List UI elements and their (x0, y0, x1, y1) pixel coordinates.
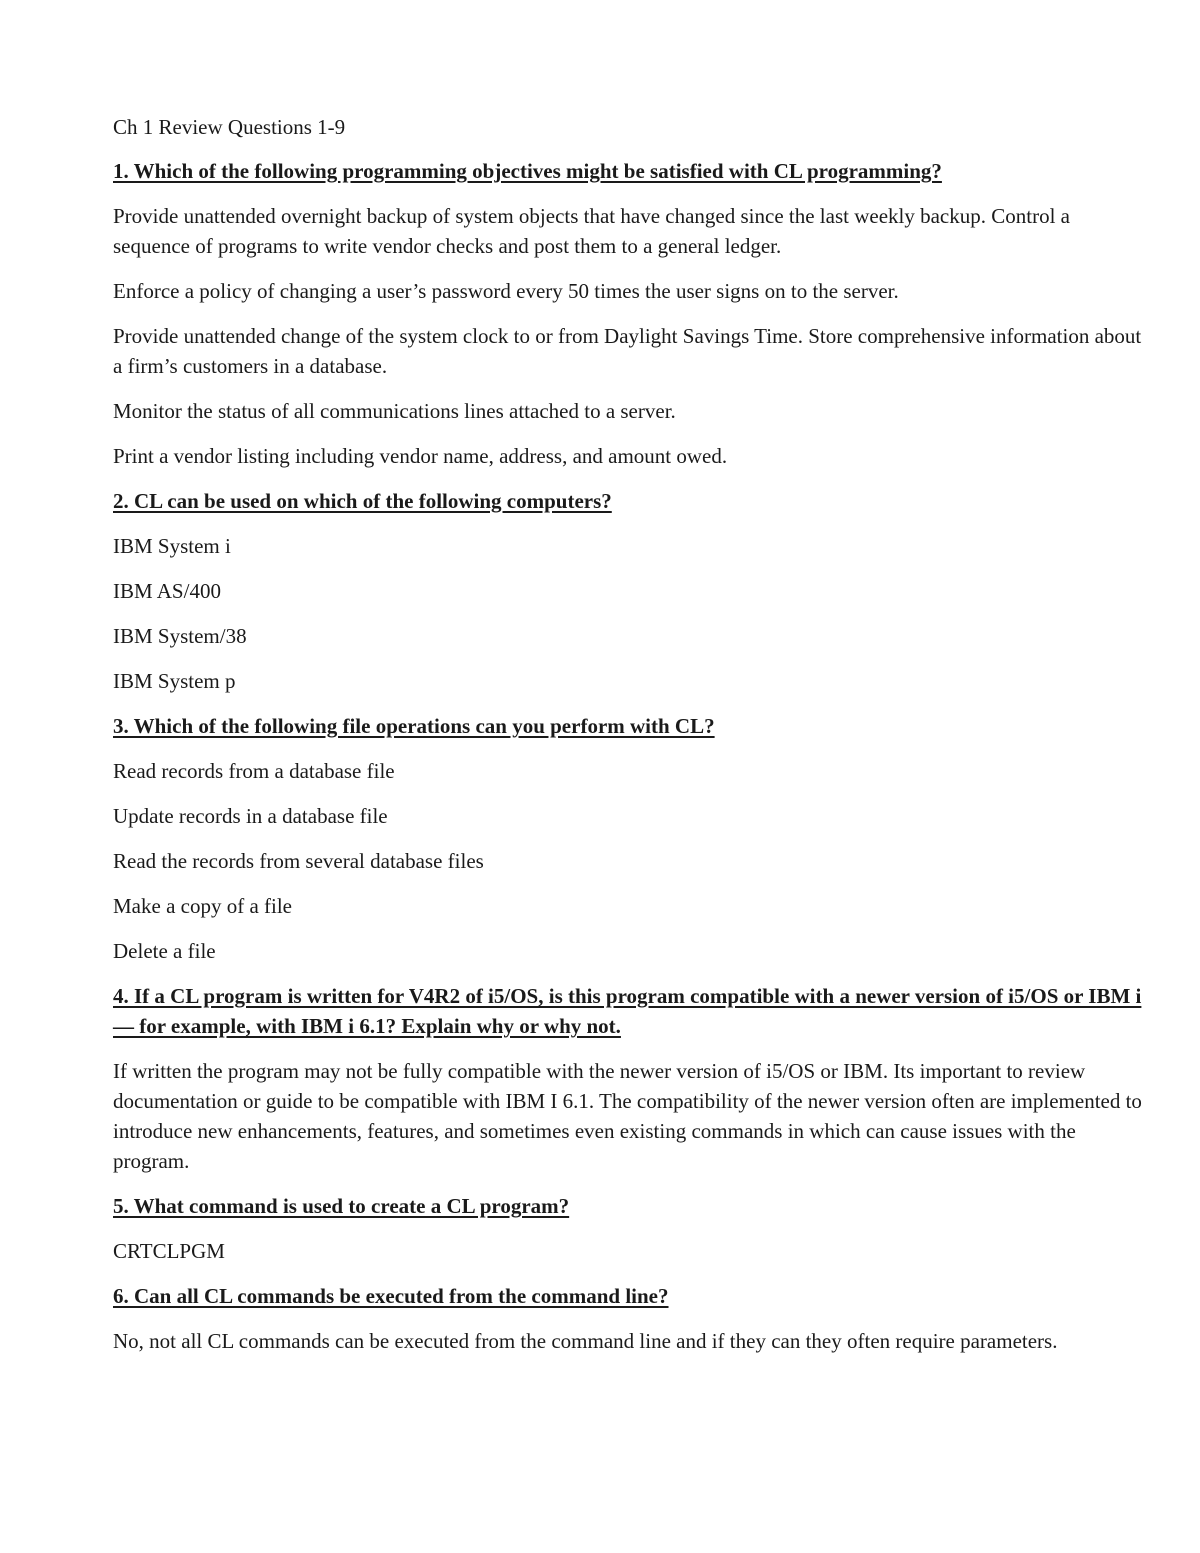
answer-1-5: Print a vendor listing including vendor name, address, and amount owed. (113, 444, 728, 468)
document-page (113, 112, 1143, 1371)
answer-3-4: Make a copy of a file (113, 894, 293, 918)
answer-3-1: Read records from a database file (113, 759, 395, 783)
answer-2-2: IBM AS/400 (113, 579, 221, 603)
answer-3-5: Delete a file (113, 939, 216, 963)
answer-4-1: If written the program may not be fully compatible with the newer version of i5/OS or IBM. Its important to review documentation or guide to be compatible with IBM I 6.1. The compatibility of the newer version often are implemented to introduce new enhancements, features, and sometimes even existing commands in which can cause issues with the program. (113, 1059, 1142, 1173)
answer-3-3: Read the records from several database files (113, 849, 484, 873)
answer-6-1: No, not all CL commands can be executed from the command line and if they can they often require parameters. (113, 1329, 1058, 1353)
answer-2-3: IBM System/38 (113, 624, 247, 648)
question-2: 2. CL can be used on which of the following computers? (113, 489, 612, 513)
document-title: Ch 1 Review Questions 1-9 (113, 115, 346, 139)
question-4: 4. If a CL program is written for V4R2 of i5/OS, is this program compatible with a newer version of i5/OS or IBM i — for example, with IBM i 6.1? Explain why or why not. (113, 984, 1142, 1038)
answer-3-2: Update records in a database file (113, 804, 388, 828)
answer-1-2: Enforce a policy of changing a user’s password every 50 times the user signs on to the server. (113, 279, 899, 303)
answer-1-4: Monitor the status of all communications lines attached to a server. (113, 399, 676, 423)
question-1: 1. Which of the following programming objectives might be satisfied with CL programming? (113, 159, 942, 183)
question-5: 5. What command is used to create a CL program? (113, 1194, 570, 1218)
question-6: 6. Can all CL commands be executed from the command line? (113, 1284, 669, 1308)
answer-2-1: IBM System i (113, 534, 231, 558)
answer-1-1: Provide unattended overnight backup of system objects that have changed since the last weekly backup. Control a sequence of programs to write vendor checks and post them to a general ledger. (113, 204, 1070, 258)
answer-1-3: Provide unattended change of the system clock to or from Daylight Savings Time. Store comprehensive information about a firm’s customers in a database. (113, 324, 1142, 378)
answer-2-4: IBM System p (113, 669, 236, 693)
answer-5-1: CRTCLPGM (113, 1239, 225, 1263)
question-3: 3. Which of the following file operations can you perform with CL? (113, 714, 715, 738)
